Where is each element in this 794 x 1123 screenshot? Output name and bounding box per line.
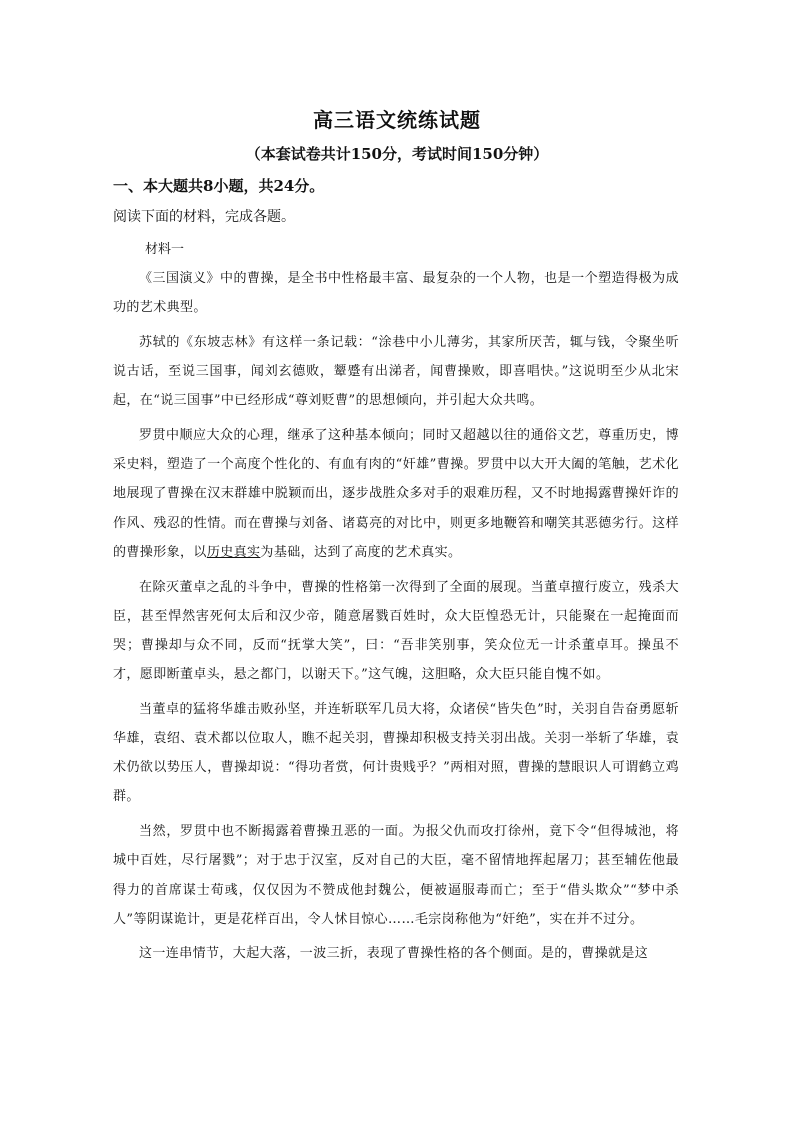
paragraph-7: 这一连串情节，大起大落，一波三折，表现了曹操性格的各个侧面。是的，曹操就是这 bbox=[139, 946, 649, 962]
paragraph-6: 当然，罗贯中也不断揭露着曹操丑恶的一面。为报父仇而攻打徐州，竟下令“但得城池，将城中百姓，尽行屠戮”；对于忠于汉室，反对自己的大臣，毫不留情地挥起屠刀；甚至辅佐他最得力的首席谋士荀彧，仅仅因为不赞成他封魏公，便被逼服毒而亡；至于“借头欺众”“梦中杀人”等阴谋诡计，更是花样百出，令人怵目惊心……毛宗岗称他为“奸绝”，实在并不过分。 bbox=[113, 824, 679, 927]
paragraph-1: 《三国演义》中的曹操，是全书中性格最丰富、最复杂的一个人物，也是一个塑造得极为成功的艺术典型。 bbox=[113, 271, 679, 316]
instruction: 阅读下面的材料，完成各题。 bbox=[113, 209, 295, 225]
exam-info: （本套试卷共计150分，考试时间150分钟） bbox=[245, 145, 549, 163]
passage bbox=[113, 264, 679, 974]
paragraph-4: 在除灭董卓之乱的斗争中，曹操的性格第一次得到了全面的展现。当董卓擅行废立，残杀大臣，甚至悍然害死何太后和汉少帝，随意屠戮百姓时，众大臣惶恐无计，只能聚在一起掩面而哭；曹操却与众不同，反而“抚掌大笑”，曰：“吾非笑别事，笑众位无一计杀董卓耳。操虽不才，愿即断董卓头，悬之都门，以谢天下。”这气魄，这胆略，众大臣只能自愧不如。 bbox=[113, 579, 679, 683]
paragraph-2: 苏轼的《东坡志林》有这样一条记载：“涂巷中小儿薄劣，其家所厌苦，辄与钱，令聚坐听说古话，至说三国事，闻刘玄德败，颦蹙有出涕者，闻曹操败，即喜唱快。”这说明至少从北宋起，在“说三国事”中已经形成“尊刘贬曹”的思想倾向，并引起大众共鸣。 bbox=[113, 334, 679, 409]
underlined-phrase: 历史真实 bbox=[206, 544, 261, 560]
paragraph-3 bbox=[113, 421, 679, 567]
paragraph-3-text-a: 罗贯中顺应大众的心理，继承了这种基本倾向；同时又超越以往的通俗文艺，尊重历史，博采史料，塑造了一个高度个性化的、有血有肉的“奸雄”曹操。罗贯中以大开大阖的笔触，艺术化地展现了曹操在汉末群雄中脱颖而出，逐步战胜众多对手的艰难历程，又不时地揭露曹操奸诈的作风、残忍的性情。而在曹操与刘备、诸葛亮的对比中，则更多地鞭笞和嘲笑其恶德劣行。这样的曹操形象，以 bbox=[113, 428, 679, 560]
page-title: 高三语文统练试题 bbox=[313, 108, 481, 132]
material-label: 材料一 bbox=[145, 242, 185, 257]
paragraph-5: 当董卓的猛将华雄击败孙坚，并连斩联军几员大将，众诸侯“皆失色”时，关羽自告奋勇愿斩华雄，袁绍、袁术都以位取人，瞧不起关羽，曹操却积极支持关羽出战。关羽一举斩了华雄，袁术仍欲以势压人，曹操却说：“得功者赏，何计贵贱乎？”两相对照，曹操的慧眼识人可谓鹤立鸡群。 bbox=[113, 701, 679, 805]
paragraph-3-text-b: 为基础，达到了高度的艺术真实。 bbox=[260, 544, 462, 560]
section-heading: 一、本大题共8小题，共24分。 bbox=[113, 177, 325, 195]
